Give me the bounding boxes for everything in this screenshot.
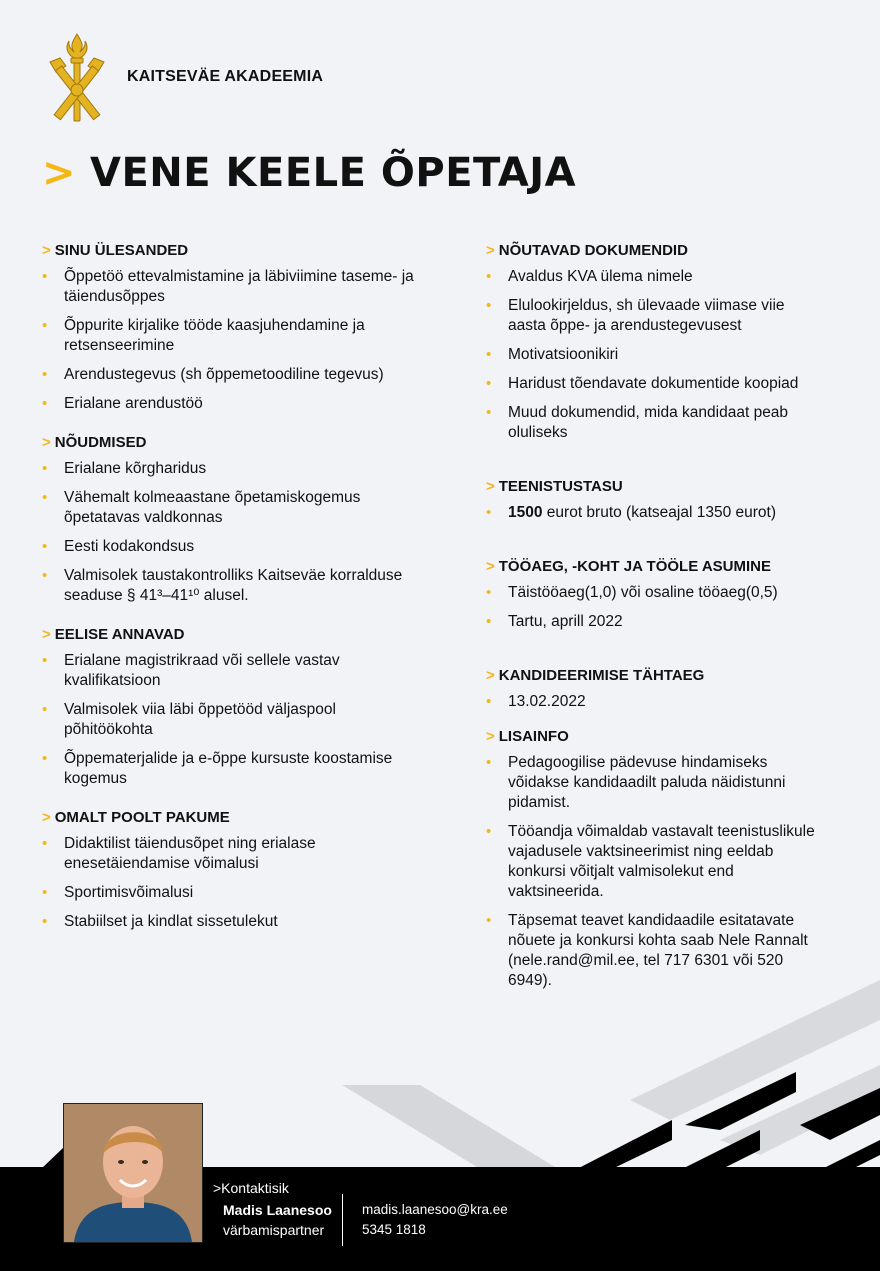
list-item: • Õppurite kirjalike tööde kaasjuhendamine ja retsenseerimine (42, 316, 422, 356)
section-advantages (42, 626, 422, 789)
list-item (486, 503, 826, 523)
contact-role: värbamispartner (223, 1222, 325, 1238)
left-column (42, 242, 422, 941)
list-item: • Valmisolek taustakontrolliks Kaitseväe korralduse seaduse § 41³–41¹⁰ alusel. (42, 566, 422, 606)
list-item: • Täpsemat teavet kandidaadile esitatavate nõuete ja konkursi kohta saab Nele Rannalt (nele.rand@mil.ee, tel 717 6301 või 520 6949). (486, 911, 826, 991)
section-requirements (42, 434, 422, 606)
salary-details: eurot bruto (katseajal 1350 eurot) (542, 504, 776, 521)
list-item: • 13.02.2022 (486, 692, 826, 712)
section-heading: > KANDIDEERIMISE TÄHTAEG (486, 667, 705, 684)
list-item: • Tartu, aprill 2022 (486, 612, 826, 632)
list-item: • Õppematerjalide ja e-õppe kursuste koostamise kogemus (42, 749, 422, 789)
section-heading: > OMALT POOLT PAKUME (42, 809, 230, 826)
list-item: • Motivatsioonikiri (486, 345, 826, 365)
section-tasks (42, 242, 422, 414)
list-item: • Erialane arendustöö (42, 394, 422, 414)
page-title (42, 150, 576, 196)
salary-amount: 1500 (508, 504, 543, 521)
section-heading: > NÕUDMISED (42, 434, 147, 451)
section-heading: > LISAINFO (486, 728, 569, 745)
contact-email[interactable]: madis.laanesoo@kra.ee (362, 1202, 508, 1217)
list-item: • Õppetöö ettevalmistamine ja läbiviimine taseme- ja täiendusõppes (42, 267, 422, 307)
list-item: • Eesti kodakondsus (42, 537, 422, 557)
section-heading: > TÖÖAEG, -KOHT JA TÖÖLE ASUMINE (486, 558, 771, 575)
job-title: VENE KEELE ÕPETAJA (90, 150, 577, 196)
academy-emblem-icon (44, 32, 110, 124)
list-item: • Vähemalt kolmeaastane õpetamiskogemus õpetatavas valdkonnas (42, 488, 422, 528)
list-item: • Tööandja võimaldab vastavalt teenistuslikule vajadusele vaktsineerimist ning eeldab konkursi võitjalt valmisolekut end vaktsineerida. (486, 822, 826, 902)
section-offer (42, 809, 422, 932)
list-item: • Erialane kõrgharidus (42, 459, 422, 479)
list-item: • Pedagoogilise pädevuse hindamiseks võidakse kandidaadilt paluda näidistunni pidamist. (486, 753, 826, 813)
list-item: • Arendustegevus (sh õppemetoodiline tegevus) (42, 365, 422, 385)
list-item: • Valmisolek viia läbi õppetööd väljaspool põhitöökohta (42, 700, 422, 740)
section-heading: > EELISE ANNAVAD (42, 626, 185, 643)
list-item: • Muud dokumendid, mida kandidaat peab oluliseks (486, 403, 826, 443)
list-item: • Sportimisvõimalusi (42, 883, 422, 903)
section-worktime (486, 558, 826, 632)
list-item: • Elulookirjeldus, sh ülevaade viimase viie aasta õppe- ja arendustegevusest (486, 296, 826, 336)
contact-label: >Kontaktisik (213, 1180, 289, 1196)
person-portrait-icon (64, 1104, 202, 1242)
list-item: • Stabiilset ja kindlat sissetulekut (42, 912, 422, 932)
section-heading: > NÕUTAVAD DOKUMENDID (486, 242, 688, 259)
list-item: • Haridust tõendavate dokumentide koopiad (486, 374, 826, 394)
contact-photo (63, 1103, 203, 1243)
section-heading: > SINU ÜLESANDED (42, 242, 189, 259)
section-documents (486, 242, 826, 443)
contact-phone[interactable]: 5345 1818 (362, 1222, 426, 1237)
list-item: • Erialane magistrikraad või sellele vastav kvalifikatsioon (42, 651, 422, 691)
title-chevron: > (42, 150, 77, 196)
section-deadline (486, 667, 826, 712)
list-item: • Avaldus KVA ülema nimele (486, 267, 826, 287)
right-column (486, 242, 826, 1000)
section-info (486, 728, 826, 991)
organization-name: KAITSEVÄE AKADEEMIA (127, 68, 324, 85)
section-heading: > TEENISTUSTASU (486, 478, 623, 495)
contact-name: Madis Laanesoo (223, 1202, 332, 1218)
contact-divider (342, 1194, 343, 1246)
list-item: • Täistööaeg(1,0) või osaline tööaeg(0,5) (486, 583, 826, 603)
list-item: • Didaktilist täiendusõpet ning erialase enesetäiendamise võimalusi (42, 834, 422, 874)
section-salary (486, 478, 826, 523)
